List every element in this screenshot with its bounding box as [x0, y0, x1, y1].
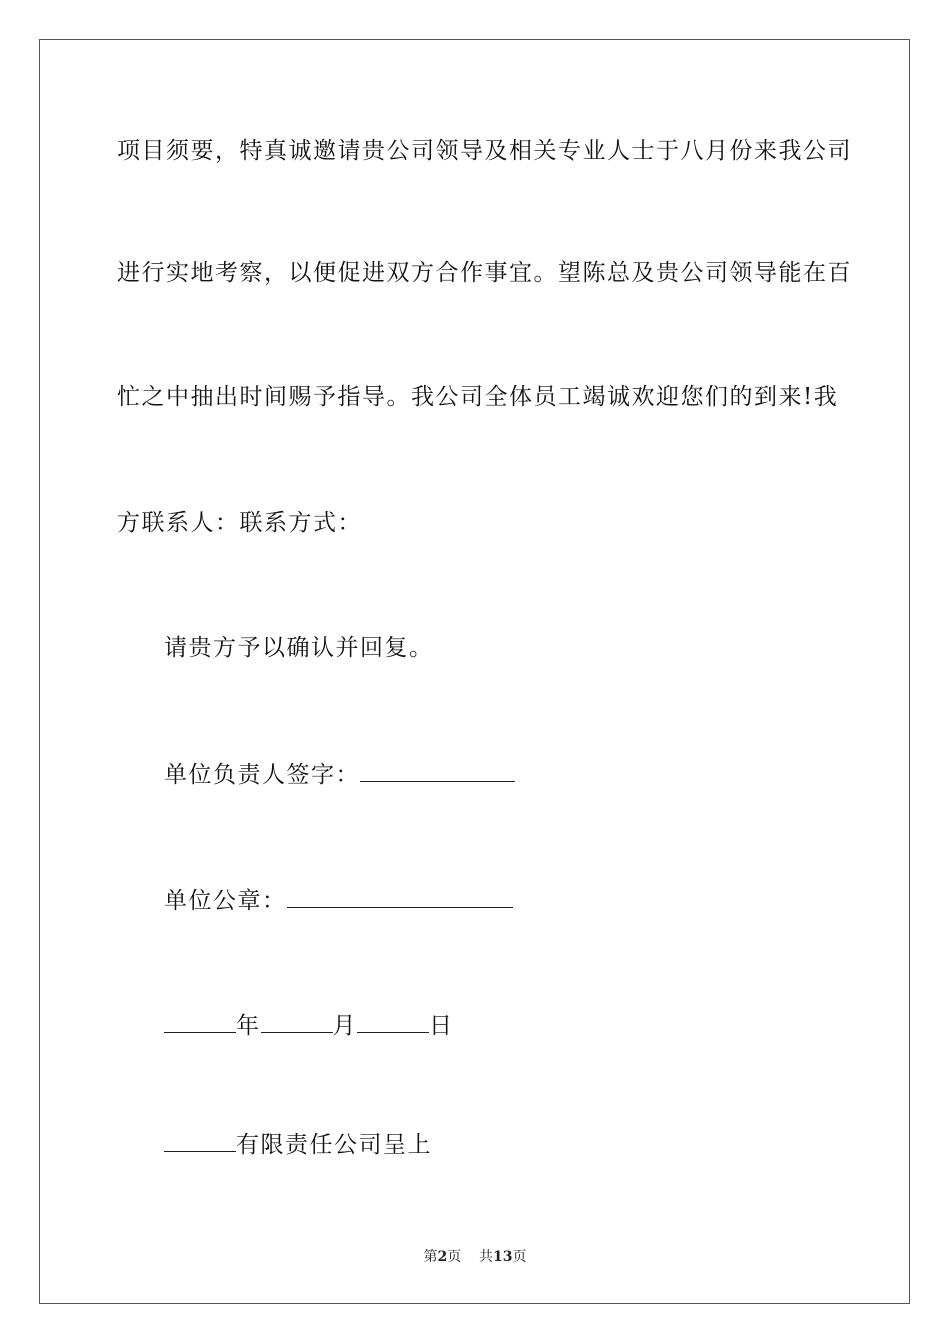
company-name-blank[interactable]: [164, 1129, 236, 1152]
confirm-request: 请贵方予以确认并回复。: [164, 635, 434, 661]
total-pages: 13: [493, 1249, 513, 1265]
sender-suffix: 有限责任公司呈上: [236, 1132, 432, 1158]
page-suffix: 页: [447, 1249, 462, 1265]
seal-row: [164, 885, 513, 916]
total-suffix: 页: [512, 1249, 527, 1265]
signature-row: [164, 759, 515, 790]
paragraph-line-3: 忙之中抽出时间赐予指导。我公司全体员工竭诚欢迎您们的到来!我: [117, 384, 839, 410]
page-footer: [0, 1247, 950, 1267]
signature-blank[interactable]: [360, 759, 515, 782]
page-border: [39, 39, 910, 1304]
page-prefix: 第: [423, 1249, 438, 1265]
month-blank[interactable]: [261, 1010, 333, 1033]
paragraph-line-1: 项目须要，特真诚邀请贵公司领导及相关专业人士于八月份来我公司: [117, 138, 852, 164]
date-row: [164, 1010, 454, 1041]
signature-label: 单位负责人签字：: [164, 762, 360, 788]
month-label: 月: [332, 1013, 357, 1039]
day-blank[interactable]: [357, 1010, 429, 1033]
year-label: 年: [236, 1013, 261, 1039]
seal-label: 单位公章：: [164, 888, 287, 914]
page-number: 2: [437, 1249, 448, 1265]
contact-line: 方联系人：联系方式：: [117, 510, 362, 536]
day-label: 日: [429, 1013, 454, 1039]
sender-row: [164, 1129, 432, 1160]
seal-blank[interactable]: [287, 885, 513, 908]
year-blank[interactable]: [164, 1010, 236, 1033]
paragraph-line-2: 进行实地考察，以便促进双方合作事宜。望陈总及贵公司领导能在百: [117, 260, 852, 286]
total-prefix: 共: [479, 1249, 494, 1265]
